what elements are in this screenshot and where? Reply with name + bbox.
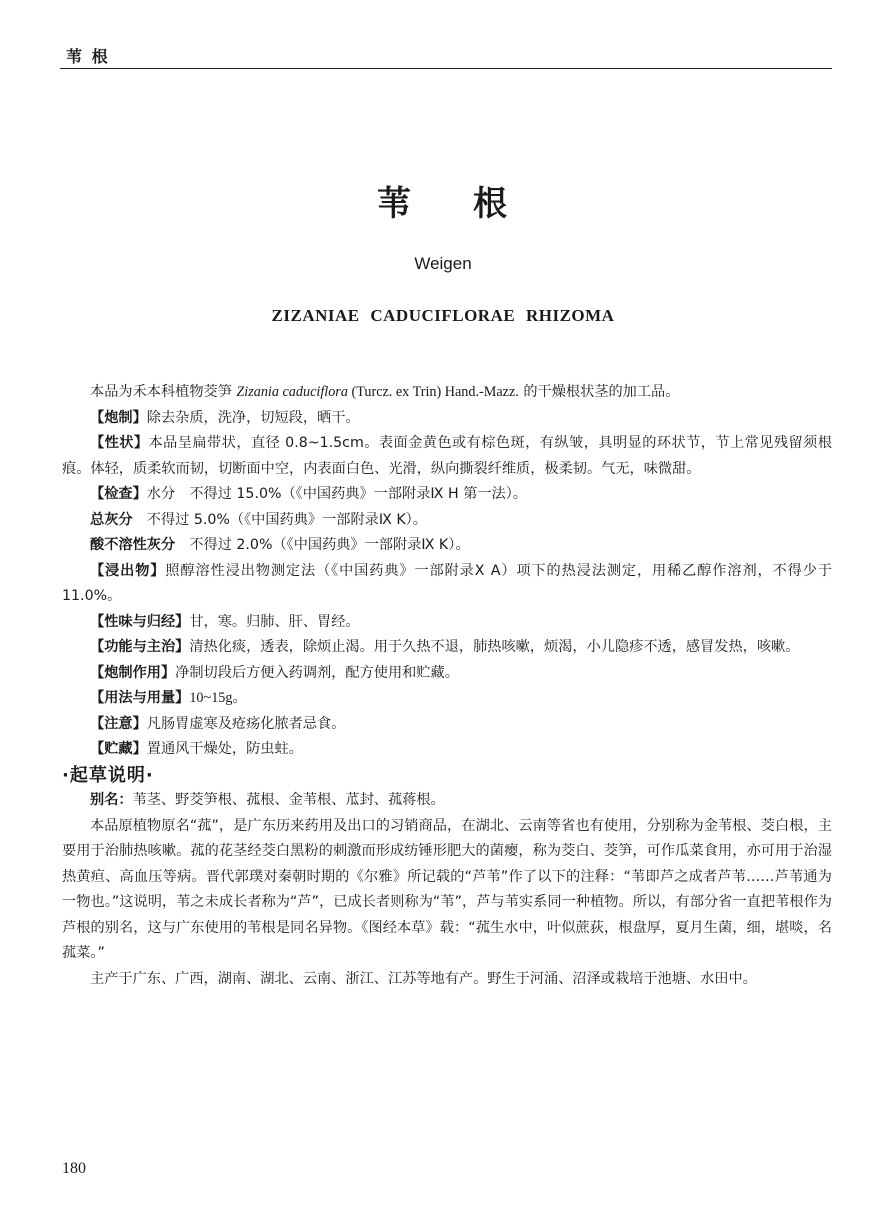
- item-text: 10~15g。: [189, 690, 247, 706]
- title-part-2: 根: [473, 184, 509, 224]
- item-precautions: [62, 712, 832, 738]
- section-title: ·起草说明·: [62, 764, 154, 786]
- item-label: 【贮藏】: [90, 741, 147, 757]
- item-text: 照醇溶性浸出物测定法（《中国药典》一部附录Ⅹ A）项下的热浸法测定，用稀乙醇作溶剂，不得少于 11.0%。: [62, 562, 832, 604]
- item-text: 甘，寒。归肺、肝、胃经。: [189, 613, 360, 630]
- item-processing: [62, 406, 832, 432]
- item-text: 不得过 2.0%（《中国药典》一部附录Ⅸ K）。: [175, 537, 470, 553]
- item-label: 【性状】: [90, 435, 149, 451]
- item-functions: [62, 635, 832, 661]
- species-name: Zizania caduciflora: [236, 384, 348, 400]
- item-label: 【炮制】: [90, 409, 147, 426]
- item-total-ash: [62, 508, 832, 534]
- item-text: 清热化痰，透表，除烦止渴。用于久热不退，肺热咳嗽，烦渴，小儿隐疹不透，感冒发热，咳嗽。: [189, 639, 800, 655]
- item-nature-meridian: [62, 610, 832, 636]
- page-title: [0, 176, 886, 225]
- origin-text: 本品原植物原名“菰”，是广东历来药用及出口的习销商品，在湖北、云南等省也有使用，分别称为金苇根、茭白根，主要用于治肺热咳嗽。菰的花茎经茭白黑粉的刺激而形成纺锤形肥大的菌瘿，称为茭白、茭笋，可作瓜菜食用，亦可用于治湿热黄疸、高血压等病。晋代郭璞对秦朝时期的《尔雅》所记载的“芦苇”作了以下的注释：“苇即芦之成者芦苇……芦苇通为一物也。”这说明，苇之未成长者称为“芦”，已成长者则称为“苇”，芦与苇实系同一种植物。所以，有部分省一直把苇根作为芦根的别名，这与广东使用的苇根是同名异物。《图经本草》载：“菰生水中，叶似蔗荻，根盘厚，夏月生菌，细，堪啖，名菰菜。”: [62, 817, 832, 961]
- item-label: 【注意】: [90, 715, 147, 732]
- distribution-text: 主产于广东、广西，湖南、湖北、云南、浙江、江苏等地有产。野生于河涌、沼泽或栽培于池塘、水田中。: [90, 970, 757, 987]
- item-text: 除去杂质，洗净，切短段，晒干。: [146, 409, 360, 426]
- item-label: 【用法与用量】: [90, 690, 190, 706]
- item-dosage: [62, 686, 832, 712]
- item-label: 【炮制作用】: [90, 664, 176, 681]
- item-text: 净制切段后方便入药调剂，配方使用和贮藏。: [175, 664, 459, 681]
- alias-label: 别名：: [90, 792, 133, 808]
- item-label: 【浸出物】: [90, 562, 166, 579]
- title-part-1: 苇: [377, 184, 413, 224]
- item-label: 【性味与归经】: [90, 613, 190, 630]
- item-label: 【检查】: [90, 486, 147, 502]
- item-storage: [62, 737, 832, 763]
- explanation-origin: [62, 814, 832, 967]
- item-inspection: [62, 482, 832, 508]
- monograph-body: [62, 380, 832, 992]
- running-header: 苇 根: [66, 47, 110, 66]
- item-extractives: [62, 559, 832, 610]
- explanation-distribution: [62, 967, 832, 993]
- header-rule: [60, 68, 832, 69]
- intro-post: 的干燥根状茎的加工品。: [518, 384, 680, 400]
- item-label: 【功能与主治】: [90, 639, 190, 655]
- explanation-aliases: [62, 788, 832, 814]
- intro-paragraph: [62, 380, 832, 406]
- item-label: 酸不溶性灰分: [90, 537, 176, 553]
- page-number: 180: [62, 1160, 86, 1177]
- intro-pre: 本品为禾本科植物茭笋: [90, 384, 237, 400]
- item-acid-insoluble-ash: [62, 533, 832, 559]
- item-label: 总灰分: [90, 511, 133, 528]
- pinyin-name: Weigen: [414, 254, 472, 273]
- latin-name: ZIZANIAE CADUCIFLORAE RHIZOMA: [271, 306, 615, 325]
- item-text: 不得过 5.0%（《中国药典》一部附录Ⅸ K）。: [132, 511, 427, 528]
- item-processing-effect: [62, 661, 832, 687]
- item-text: 置通风干燥处，防虫蛀。: [146, 741, 303, 757]
- species-authority: (Turcz. ex Trin) Hand.-Mazz.: [347, 384, 519, 400]
- item-text: 本品呈扁带状，直径 0.8~1.5cm。表面金黄色或有棕色斑，有纵皱，具明显的环状节，节上常见残留须根痕。体轻，质柔软而韧，切断面中空，内表面白色、光滑，纵向撕裂纤维质，极柔韧。气无，味微甜。: [62, 435, 832, 477]
- item-text: 凡肠胃虚寒及疮疡化脓者忌食。: [146, 715, 346, 732]
- item-description: [62, 431, 832, 482]
- alias-text: 苇茎、野茭笋根、菰根、金苇根、苽封、菰蒋根。: [132, 792, 445, 808]
- item-text: 水分 不得过 15.0%（《中国药典》一部附录Ⅸ H 第一法）。: [146, 486, 527, 502]
